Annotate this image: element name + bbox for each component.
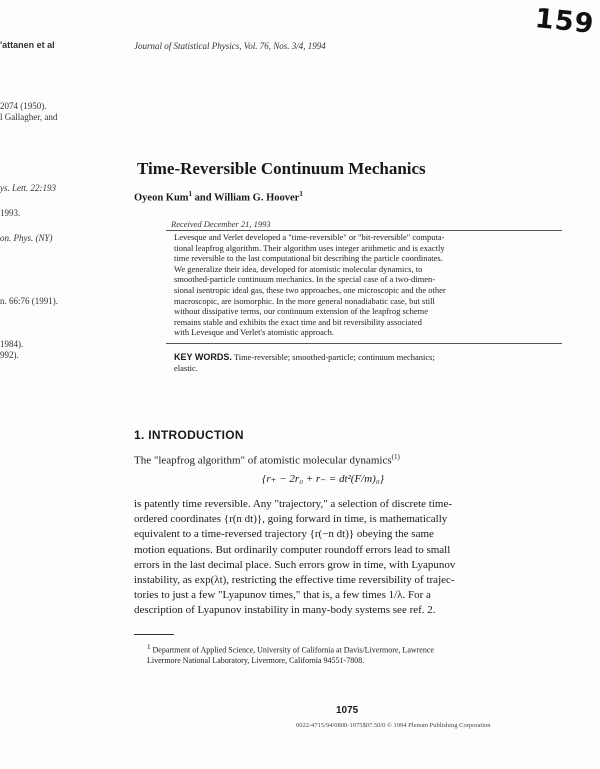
author-name: Oyeon Kum <box>134 192 189 204</box>
abstract-line: with Levesque and Verlet's atomistic approach. <box>174 327 334 338</box>
journal-header: Journal of Statistical Physics, Vol. 76, Nos. 3/4, 1994 <box>134 41 326 51</box>
margin-line: l Gallagher, and <box>0 112 58 122</box>
margin-line: 1993. <box>0 208 21 218</box>
body-line: description of Lyapunov instability in many-body systems see ref. 2. <box>134 604 436 617</box>
abstract <box>174 232 561 338</box>
abstract-line: tional leapfrog algorithm. Their algorithm uses integer arithmetic and is exactly <box>174 242 445 253</box>
received-date: Received December 21, 1993 <box>171 219 271 229</box>
key-words <box>174 352 561 373</box>
margin-line: 1984). <box>0 339 24 349</box>
abstract-line: macroscopic, are isomorphic. In the more general nonadiabatic case, but still <box>174 295 435 306</box>
abstract-bottom-rule <box>166 343 562 344</box>
leapfrog-equation: {r₊ − 2r₀ + r₋ = dt²(F/m)₀} <box>262 473 385 485</box>
abstract-line: time reversible to the last computational bit describing the particle coordinates. <box>174 253 443 264</box>
handwritten-page-number: 159 <box>533 2 596 41</box>
affiliation-marker: 1 <box>299 190 303 198</box>
intro-first-line <box>134 450 562 469</box>
left-margin-fragment <box>0 0 80 769</box>
footnote-line: Livermore National Laboratory, Livermore, California 94551-7808. <box>147 656 365 666</box>
body-line: is patently time reversible. Any "trajectory," a selection of discrete time- <box>134 498 452 510</box>
abstract-line: without dissipative terms, our continuum extension of the leapfrog scheme <box>174 306 428 317</box>
abstract-top-rule <box>166 230 562 231</box>
abstract-line: We generalize their idea, developed for atomistic molecular dynamics, to <box>174 263 423 274</box>
author-name: William G. Hoover <box>214 192 300 204</box>
citation-marker: (1) <box>391 453 400 461</box>
key-words-text: elastic. <box>174 362 198 373</box>
margin-line: ys. Lett. 22:193 <box>0 183 56 193</box>
affiliation-marker: 1 <box>188 190 193 198</box>
footnote-line <box>147 642 559 656</box>
footnote-text: Department of Applied Science, University of California at Davis/Livermore, Lawrence <box>152 645 434 655</box>
body-text: The "leapfrog algorithm" of atomistic molecular dynamics <box>134 454 392 467</box>
section-heading: 1. INTRODUCTION <box>134 428 244 442</box>
body-line: ordered coordinates {r(n dt)}, going forward in time, is mathematically <box>134 513 448 526</box>
body-line: errors in the last decimal place. Such errors grow in time, with Lyapunov <box>134 558 456 571</box>
margin-line: 2074 (1950). <box>0 101 47 111</box>
author-conjunction: and <box>192 192 215 204</box>
margin-line: on. Phys. (NY) <box>0 233 53 243</box>
abstract-line: sional isentropic ideal gas, these two approaches, one microscopic and the other <box>174 284 446 295</box>
body-line: motion equations. But ordinarily computer roundoff errors lead to small <box>134 543 451 556</box>
abstract-line: smoothed-particle continuum mechanics. In the special case of a two-dimen- <box>174 274 436 285</box>
intro-paragraph <box>134 497 562 619</box>
key-words-text: Time-reversible; smoothed-particle; continuum mechanics; <box>231 352 435 362</box>
footnote-marker: 1 <box>147 643 151 651</box>
body-line: tories to just a few "Lyapunov times," that is, a few times 1/λ. For a <box>134 589 431 602</box>
body-line: equivalent to a time-reversed trajectory {r(−n dt)} obeying the same <box>134 528 434 541</box>
copyright-line: 0022-4715/94/0800-1075$07.50/0 © 1994 Plenum Publishing Corporation <box>296 722 491 729</box>
page-number: 1075 <box>336 705 359 716</box>
margin-line: 992). <box>0 350 19 360</box>
footnote <box>147 642 559 667</box>
author-line <box>134 190 303 204</box>
abstract-line: remains stable and exhibits the exact time and bit reversibility associated <box>174 316 422 327</box>
key-words-label: KEY WORDS. <box>174 352 232 362</box>
body-line: instability, as exp(λt), restricting the effective time reversibility of trajec- <box>134 574 455 587</box>
margin-line: 'attanen et al <box>0 40 55 50</box>
margin-line: n. 66:76 (1991). <box>0 296 58 306</box>
abstract-line: Levesque and Verlet developed a "time-reversible" or "bit-reversible" computa- <box>174 232 445 242</box>
paper-title: Time-Reversible Continuum Mechanics <box>137 159 426 178</box>
footnote-rule <box>134 634 174 635</box>
